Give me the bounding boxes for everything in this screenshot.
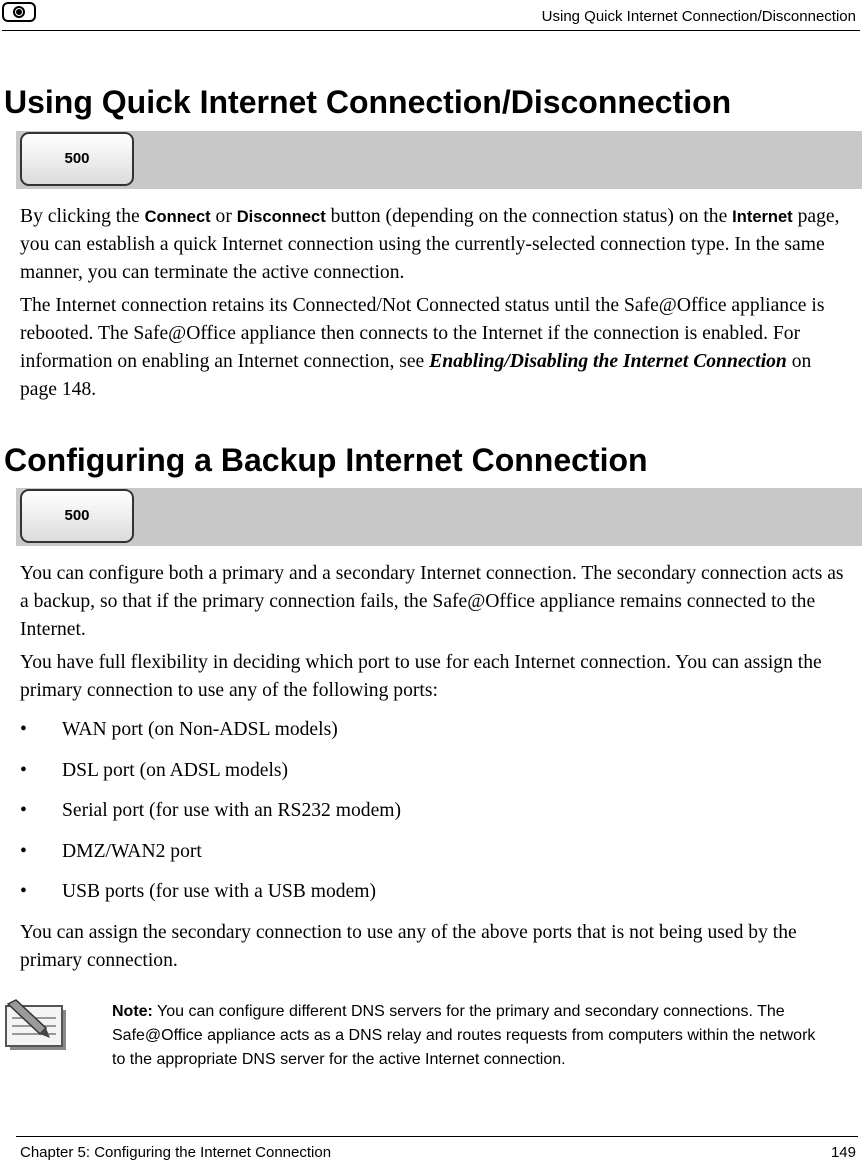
list-item: • WAN port (on Non-ADSL models) [20,716,401,757]
paragraph-connection-status: The Internet connection retains its Connected/Not Connected status until the Safe@Office appliance is rebooted. The Safe@Office appliance then connects to the Internet if the connection is enabled. For information on enabling an Internet connection, see Enabling/Disabling the Internet Connection on page 148. [20,295,825,400]
section-heading-quick-connection: Using Quick Internet Connection/Disconnection [4,84,732,120]
keyword-internet: Internet [732,208,793,226]
note-label: Note: [112,1003,153,1020]
keyword-connect: Connect [144,208,211,226]
paragraph-quick-connect: By clicking the Connect or Disconnect button (depending on the connection status) on the Internet page, you can establish a quick Internet connection using the currently-selected connection type. In the same manner, you can terminate the active connection. [20,206,840,283]
section-heading-backup-connection: Configuring a Backup Internet Connection [4,442,648,478]
model-availability-bar [16,131,862,189]
model-availability-bar [16,488,862,546]
footer-chapter: Chapter 5: Configuring the Internet Connection [20,1144,332,1161]
list-item: • USB ports (for use with a USB modem) [20,878,401,919]
model-badge: 500 [20,132,134,186]
logo-icon [2,2,36,22]
cross-reference-link[interactable]: Enabling/Disabling the Internet Connection [429,351,787,372]
model-badge: 500 [20,489,134,543]
keyword-disconnect: Disconnect [236,208,326,226]
paragraph-backup-intro: You can configure both a primary and a secondary Internet connection. The secondary connection acts as a backup, so that if the primary connection fails, the Safe@Office appliance remains connected to the Internet. [20,563,844,640]
list-item: • DMZ/WAN2 port [20,838,401,879]
list-item: • Serial port (for use with an RS232 modem) [20,797,401,838]
note-text: Note: You can configure different DNS servers for the primary and secondary connections. The Safe@Office appliance acts as a DNS relay and routes requests from computers within the network to the appropriate DNS server for the active Internet connection. [112,1003,816,1068]
paragraph-secondary-connection: You can assign the secondary connection to use any of the above ports that is not being used by the primary connection. [20,922,797,971]
page-number: 149 [830,1144,856,1161]
footer-divider [16,1136,858,1137]
header-divider [2,30,860,31]
note-pencil-icon [2,996,70,1052]
running-header: Using Quick Internet Connection/Disconnection [541,8,856,25]
list-item: • DSL port (on ADSL models) [20,757,401,798]
paragraph-port-flexibility: You have full flexibility in deciding which port to use for each Internet connection. You can assign the primary connection to use any of the following ports: [20,652,822,701]
port-list [20,716,401,919]
